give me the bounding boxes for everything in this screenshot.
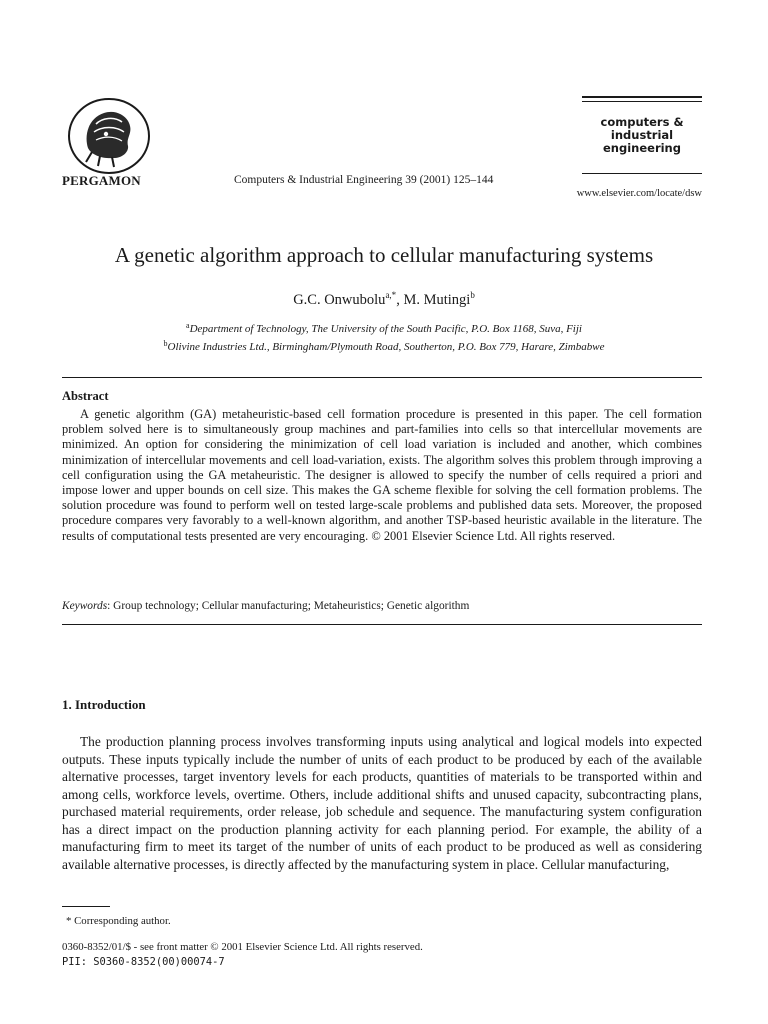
article-title: A genetic algorithm approach to cellular manufacturing systems (114, 243, 654, 267)
affiliation-b: $^b$Olivine Industries Ltd., Birmingham/Plymouth Road, Southerton, P.O. Box 779, Harare, Zimbabwe (163, 338, 605, 353)
journal-brand (582, 96, 702, 174)
brand-line-3: engineering (603, 141, 681, 155)
pii-line: PII: S0360-8352(00)00074-7 (62, 956, 225, 968)
copyright-line: 0360-8352/01/$ - see front matter © 2001 Elsevier Science Ltd. All rights reserved. (62, 941, 423, 953)
author-sup: b (470, 290, 475, 300)
pergamon-athena-logo-icon (66, 96, 152, 176)
author-sup: a,* (385, 290, 397, 300)
keywords-list: : Group technology; Cellular manufacturing; Metaheuristics; Genetic algorithm (107, 600, 470, 612)
abstract-heading: Abstract (62, 389, 109, 403)
affiliations (0, 319, 768, 354)
author-list: G.C. Onwubolu$^{a,*}$, M. Mutingi$^b$ (293, 290, 475, 308)
divider-bottom (62, 624, 702, 625)
brand-rule-top (582, 96, 702, 98)
brand-line-2: industrial (610, 128, 674, 142)
section-heading: 1. Introduction (62, 697, 146, 712)
footnote: * Corresponding author. (66, 915, 171, 927)
divider-top (62, 377, 702, 378)
intro-paragraph: The production planning process involves transforming inputs using analytical and logical models into expected outputs. These inputs typically include the number of units of each product to be produced by each of the available alternative processes, target inventory levels for each products, quantities of materials to be transported within and among cells, workforce levels, overtime. Others, include additional shifts and unused capacity, subcontracting plans, purchased material requirements, order release, job schedule and sequence. The manufacturing system configuration has a direct impact on the production planning activity for each planning period. For example, the ability of a manufacturing firm to meet its target of the number of units of each product to be produced as well as considering available alternative processes, is directly affected by the manufacturing system in place. Cellular manufacturing, (62, 734, 702, 872)
journal-brand-name (582, 102, 702, 155)
keywords (62, 600, 469, 612)
author-name: G.C. Onwubolu (293, 292, 386, 308)
keywords-label: Keywords (62, 600, 108, 612)
journal-citation: Computers & Industrial Engineering 39 (2001) 125–144 (234, 174, 494, 186)
brand-rule-bottom (582, 173, 702, 174)
author-name: M. Mutingi (403, 292, 471, 308)
affiliation-a: $^a$Department of Technology, The University of the South Pacific, P.O. Box 1168, Suva, Fiji (186, 321, 582, 335)
footnote-rule (62, 906, 110, 907)
front-matter (62, 940, 423, 970)
abstract-text: A genetic algorithm (GA) metaheuristic-based cell formation procedure is presented in this paper. The cell formation problem solved here is to simultaneously group machines and part-families into cells so that intercellular movements are minimized. An option for considering the minimization of cell load variation is included and another, which combines minimization of intercellular movements and cell load-variation, exists. The algorithm solves this problem through improving a cell configuration using the GA metaheuristic. The designer is allowed to specify the number of cells required a priori and impose lower and upper bounds on cell size. This makes the GA scheme flexible for solving the cell formation problems. The solution procedure was found to perform well on tested large-scale problems and published data sets. Moreover, the proposed procedure compares very favorably to a well-known algorithm, and another TSP-based heuristic available in the literature. The results of computational tests presented are very encouraging. © 2001 Elsevier Science Ltd. All rights reserved. (62, 407, 702, 543)
publisher-name: PERGAMON (62, 173, 141, 188)
journal-url[interactable]: www.elsevier.com/locate/dsw (576, 188, 702, 199)
brand-line-1: computers & (600, 115, 684, 129)
